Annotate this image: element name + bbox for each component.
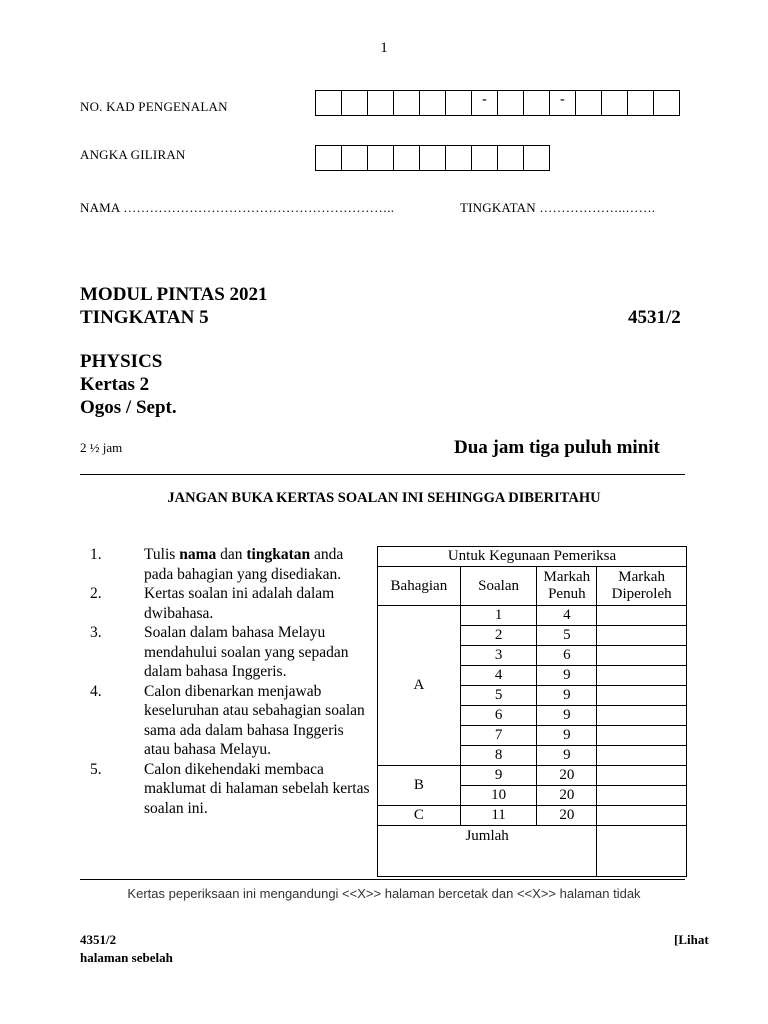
exam-session: Ogos / Sept. xyxy=(80,397,177,418)
section-c-cell: C xyxy=(378,806,461,826)
question-cell: 2 xyxy=(460,626,537,646)
name-label: NAMA xyxy=(80,200,120,215)
full-mark-cell: 9 xyxy=(537,666,597,686)
instruction-item xyxy=(90,584,370,623)
full-mark-cell: 6 xyxy=(537,646,597,666)
warning-text: JANGAN BUKA KERTAS SOALAN INI SEHINGGA DIBERITAHU xyxy=(167,490,601,506)
ic-number-label: NO. KAD PENGENALAN xyxy=(80,99,228,114)
question-cell: 1 xyxy=(460,606,537,626)
question-cell: 4 xyxy=(460,666,537,686)
page-number: 1 xyxy=(380,40,388,56)
ic-digit-box[interactable] xyxy=(316,90,342,116)
full-mark-cell: 5 xyxy=(537,626,597,646)
col-section-header: Bahagian xyxy=(378,567,461,606)
roll-number-boxes[interactable] xyxy=(315,145,550,171)
examiner-table xyxy=(377,546,687,877)
ic-digit-box[interactable] xyxy=(524,90,550,116)
instructions-list xyxy=(90,545,370,818)
roll-digit-box[interactable] xyxy=(472,145,498,171)
full-mark-cell: 9 xyxy=(537,706,597,726)
obtained-mark-cell[interactable] xyxy=(597,786,687,806)
ic-digit-box[interactable] xyxy=(368,90,394,116)
total-row xyxy=(378,826,687,877)
roll-digit-box[interactable] xyxy=(394,145,420,171)
obtained-mark-cell[interactable] xyxy=(597,606,687,626)
instruction-text: Soalan dalam bahasa Melayu mendahului soalan yang sepadan dalam bahasa Inggeris. xyxy=(144,624,349,680)
obtained-mark-cell[interactable] xyxy=(597,746,687,766)
paper-number: Kertas 2 xyxy=(80,374,150,395)
obtained-mark-cell[interactable] xyxy=(597,686,687,706)
form-level: TINGKATAN 5 xyxy=(80,307,209,328)
instruction-item xyxy=(90,623,370,682)
table-row xyxy=(378,766,687,786)
ic-digit-box[interactable] xyxy=(446,90,472,116)
question-cell: 3 xyxy=(460,646,537,666)
col-full-marks-header: Markah Penuh xyxy=(537,567,597,606)
table-row xyxy=(378,606,687,626)
question-cell: 5 xyxy=(460,686,537,706)
instruction-text: Calon dikehendaki membaca maklumat di halaman sebelah kertas soalan ini. xyxy=(144,760,370,817)
divider-line xyxy=(80,474,685,475)
col-question-header: Soalan xyxy=(460,567,537,606)
question-cell: 8 xyxy=(460,746,537,766)
instruction-text: Tulis nama dan tingkatan anda pada bahagian yang disediakan. xyxy=(144,546,344,583)
ic-digit-box[interactable]: - xyxy=(550,90,576,116)
subject-title: PHYSICS xyxy=(80,351,163,372)
next-page-label-2: halaman sebelah xyxy=(80,950,173,965)
section-b-cell: B xyxy=(378,766,461,806)
full-mark-cell: 9 xyxy=(537,686,597,706)
instruction-text: Kertas soalan ini adalah dalam dwibahasa. xyxy=(144,585,335,622)
next-page-label: [Lihat xyxy=(674,932,709,947)
question-cell: 10 xyxy=(460,786,537,806)
footer-divider xyxy=(80,879,685,880)
question-cell: 7 xyxy=(460,726,537,746)
obtained-mark-cell[interactable] xyxy=(597,626,687,646)
full-mark-cell: 20 xyxy=(537,766,597,786)
roll-digit-box[interactable] xyxy=(368,145,394,171)
ic-digit-box[interactable] xyxy=(420,90,446,116)
paper-code: 4531/2 xyxy=(628,307,681,328)
roll-digit-box[interactable] xyxy=(342,145,368,171)
ic-digit-box[interactable] xyxy=(342,90,368,116)
form-field[interactable] xyxy=(460,200,655,216)
name-dots: …………………………………………………….. xyxy=(123,200,395,215)
module-title: MODUL PINTAS 2021 xyxy=(80,284,268,305)
roll-digit-box[interactable] xyxy=(524,145,550,171)
instruction-number: 2. xyxy=(90,585,102,602)
full-mark-cell: 20 xyxy=(537,786,597,806)
roll-digit-box[interactable] xyxy=(446,145,472,171)
ic-digit-box[interactable] xyxy=(602,90,628,116)
form-label: TINGKATAN xyxy=(460,200,536,215)
roll-digit-box[interactable] xyxy=(316,145,342,171)
col-obtained-marks-header: Markah Diperoleh xyxy=(597,567,687,606)
obtained-mark-cell[interactable] xyxy=(597,726,687,746)
ic-digit-box[interactable] xyxy=(654,90,680,116)
ic-digit-box[interactable] xyxy=(628,90,654,116)
ic-digit-box[interactable] xyxy=(394,90,420,116)
obtained-mark-cell[interactable] xyxy=(597,706,687,726)
total-label: Jumlah xyxy=(378,826,597,877)
duration-long: Dua jam tiga puluh minit xyxy=(454,437,660,458)
full-mark-cell: 9 xyxy=(537,746,597,766)
roll-digit-box[interactable] xyxy=(498,145,524,171)
instruction-number: 3. xyxy=(90,624,102,641)
obtained-mark-cell[interactable] xyxy=(597,806,687,826)
full-mark-cell: 4 xyxy=(537,606,597,626)
obtained-mark-cell[interactable] xyxy=(597,646,687,666)
instruction-number: 4. xyxy=(90,682,102,700)
question-cell: 9 xyxy=(460,766,537,786)
full-mark-cell: 20 xyxy=(537,806,597,826)
total-obtained-cell[interactable] xyxy=(597,826,687,877)
name-field[interactable] xyxy=(80,200,394,216)
roll-digit-box[interactable] xyxy=(420,145,446,171)
question-cell: 11 xyxy=(460,806,537,826)
instruction-number: 5. xyxy=(90,760,102,778)
footer-paper-code: 4351/2 xyxy=(80,932,117,947)
examiner-table-title: Untuk Kegunaan Pemeriksa xyxy=(378,547,687,567)
ic-digit-box[interactable] xyxy=(498,90,524,116)
ic-digit-box[interactable] xyxy=(576,90,602,116)
section-a-cell: A xyxy=(378,606,461,766)
ic-digit-box[interactable]: - xyxy=(472,90,498,116)
instruction-item xyxy=(90,545,370,584)
instruction-item xyxy=(90,760,370,819)
table-row xyxy=(378,806,687,826)
instruction-text: Calon dibenarkan menjawab keseluruhan atau sebahagian soalan sama ada dalam bahasa Inggeris atau bahasa Melayu. xyxy=(144,682,365,758)
form-dots: ………………..……. xyxy=(539,200,656,215)
obtained-mark-cell[interactable] xyxy=(597,766,687,786)
instruction-number: 1. xyxy=(90,546,102,563)
full-mark-cell: 9 xyxy=(537,726,597,746)
page-count-note: Kertas peperiksaan ini mengandungi <<X>> halaman bercetak dan <<X>> halaman tidak xyxy=(127,886,641,901)
instruction-item xyxy=(90,682,370,760)
question-cell: 6 xyxy=(460,706,537,726)
roll-number-label: ANGKA GILIRAN xyxy=(80,147,186,162)
obtained-mark-cell[interactable] xyxy=(597,666,687,686)
ic-number-boxes[interactable] xyxy=(315,90,680,116)
duration-short: 2 ½ jam xyxy=(80,440,123,455)
